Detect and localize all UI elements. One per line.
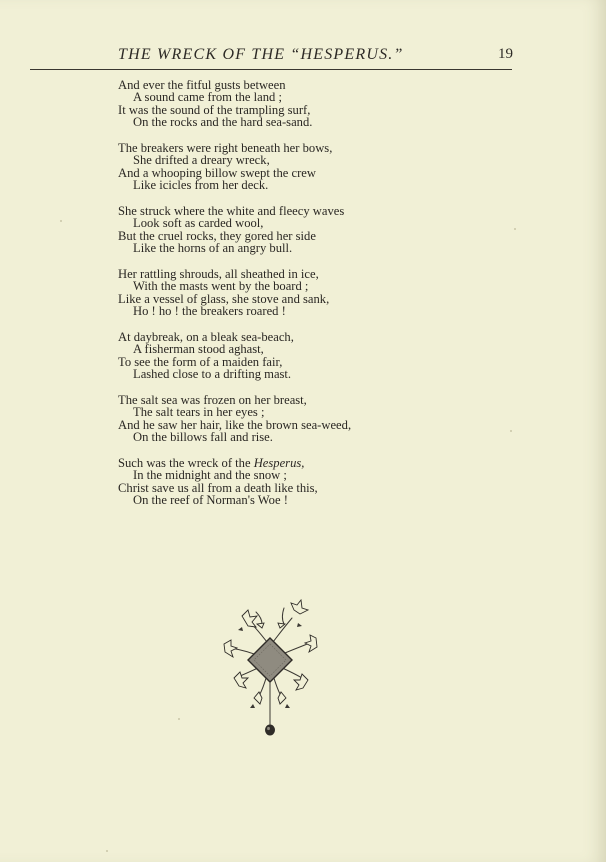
paper-speck — [178, 718, 180, 720]
poem-line-text: At daybreak, on a bleak sea-beach, — [118, 329, 294, 344]
poem-line-text: But the cruel rocks, they gored her side — [118, 228, 316, 243]
stanza — [118, 457, 538, 506]
page-header — [0, 46, 606, 68]
poem-line-text: Look soft as carded wool, — [133, 216, 264, 231]
poem-line — [118, 494, 538, 506]
poem-line-text: Like a vessel of glass, she stove and sank, — [118, 291, 330, 306]
poem-line — [118, 179, 538, 191]
poem-line — [118, 242, 538, 254]
poem-line — [118, 368, 538, 380]
poem-line-text: Such was the wreck of the — [118, 455, 254, 470]
stanza — [118, 394, 538, 443]
poem-line-text: She struck where the white and fleecy waves — [118, 203, 345, 218]
poem-line-text: Ho ! ho ! the breakers roared ! — [133, 303, 286, 318]
page-number: 19 — [498, 46, 513, 62]
running-title: THE WRECK OF THE “HESPERUS.” — [118, 46, 404, 63]
poem-line-text: It was the sound of the trampling surf, — [118, 102, 311, 117]
poem-line-text: She drifted a dreary wreck, — [133, 153, 270, 168]
poem-line — [118, 431, 538, 443]
poem-line-text: Her rattling shrouds, all sheathed in ice, — [118, 266, 319, 281]
poem-line-text: And a whooping billow swept the crew — [118, 165, 316, 180]
stanza — [118, 268, 538, 317]
poem-line — [118, 305, 538, 317]
paper-speck — [510, 430, 512, 432]
poem-line-text: On the reef of Norman's Woe ! — [133, 492, 288, 507]
poem-line-text: Like the horns of an angry bull. — [133, 240, 293, 255]
poem-line-text: The salt tears in her eyes ; — [133, 405, 265, 420]
poem-line-text: And he saw her hair, like the brown sea-weed, — [118, 417, 352, 432]
poem-line-text: In the midnight and the snow ; — [133, 468, 287, 483]
paper-speck — [60, 220, 62, 222]
poem-line-text: Christ save us all from a death like this, — [118, 480, 318, 495]
poem-line-text: On the rocks and the hard sea-sand. — [133, 114, 313, 129]
poem-line-italic: Hesperus, — [253, 455, 305, 470]
poem-line — [118, 116, 538, 128]
ivy-diamond-ornament-icon — [210, 598, 330, 738]
stanza — [118, 331, 538, 380]
header-rule — [30, 69, 512, 70]
stanza — [118, 205, 538, 254]
paper-speck — [106, 850, 108, 852]
poem-line-text: And ever the fitful gusts between — [118, 78, 286, 92]
poem-line-text: The breakers were right beneath her bows, — [118, 140, 333, 155]
poem-line-text: On the billows fall and rise. — [133, 429, 273, 444]
poem-line-text: A sound came from the land ; — [133, 90, 282, 105]
stanza — [118, 79, 538, 128]
poem-line-text: The salt sea was frozen on her breast, — [118, 392, 307, 407]
stanza — [118, 142, 538, 191]
poem-line-text: Like icicles from her deck. — [133, 177, 269, 192]
poem-line-text: With the masts went by the board ; — [133, 279, 309, 294]
poem-line-text: To see the form of a maiden fair, — [118, 354, 283, 369]
poem-body — [118, 79, 538, 520]
poem-line-text: Lashed close to a drifting mast. — [133, 366, 292, 381]
poem-line-text: A fisherman stood aghast, — [133, 342, 264, 357]
paper-speck — [514, 228, 516, 230]
